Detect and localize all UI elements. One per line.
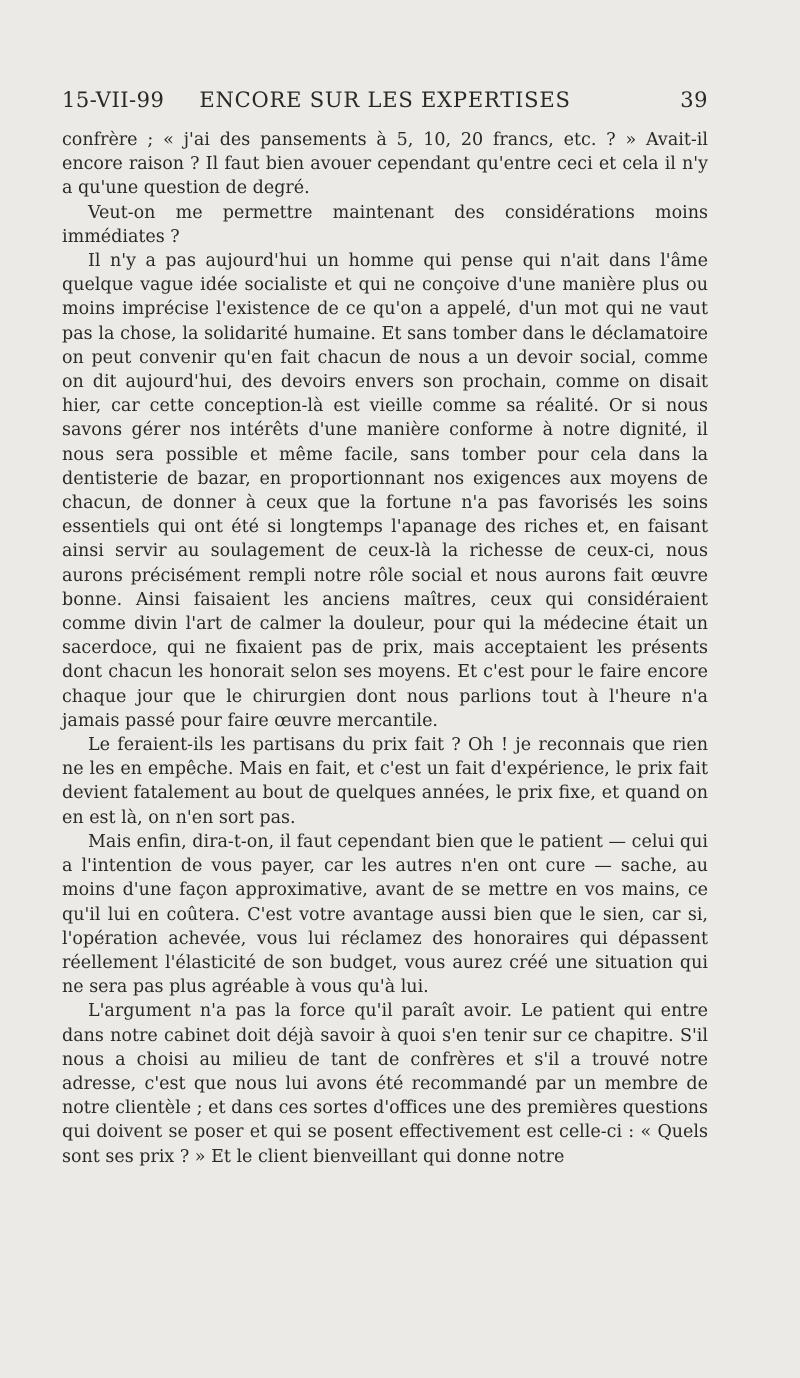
paragraph-5: Mais enfin, dira-t-on, il faut cependant bien que le patient — celui qui a l'intention de vous payer, car les autres n'en ont cure — sache, au moins d'une façon approximative, avant de se mettre en vos mains, ce qu'il lui en coûtera. C'est votre avantage aussi bien que le sien, car si, l'opération achevée, vous lui réclamez des honoraires qui dépassent réellement l'élasticité de son budget, vous aurez créé une situation qui ne sera pas plus agréable à vous qu'à lui. <box>62 831 708 998</box>
body-text <box>62 128 708 1169</box>
paragraph-3: Il n'y a pas aujourd'hui un homme qui pense qui n'ait dans l'âme quelque vague idée socialiste et qui ne conçoive d'une manière plus ou moins imprécise l'existence de ce qu'on a appelé, d'un mot qui ne vaut pas la chose, la solidarité humaine. Et sans tomber dans le déclamatoire on peut convenir qu'en fait chacun de nous a un devoir social, comme on dit aujourd'hui, des devoirs envers son prochain, comme on disait hier, car cette conception-là est vieille comme sa réalité. Or si nous savons gérer nos intérêts d'une manière conforme à notre dignité, il nous sera possible et même facile, sans tomber pour cela dans la dentisterie de bazar, en proportionnant nos exigences aux moyens de chacun, de donner à ceux que la fortune n'a pas favorisés les soins essentiels qui ont été si longtemps l'apanage des riches et, en faisant ainsi servir au soulagement de ceux-là la richesse de ceux-ci, nous aurons précisément rempli notre rôle social et nous aurons fait œuvre bonne. Ainsi faisaient les anciens maîtres, ceux qui considéraient comme divin l'art de calmer la douleur, pour qui la médecine était un sacerdoce, qui ne fixaient pas de prix, mais acceptaient les présents dont chacun les honorait selon ses moyens. Et c'est pour le faire encore chaque jour que le chirurgien dont nous parlions tout à l'heure n'a jamais passé pour faire œuvre mercantile. <box>62 251 708 731</box>
paragraph-4: Le feraient-ils les partisans du prix fait ? Oh ! je reconnais que rien ne les en empêche. Mais en fait, et c'est un fait d'expérience, le prix fait devient fatalement au bout de quelques années, le prix fixe, et quand on en est là, on n'en sort pas. <box>62 735 708 828</box>
page-number: 39 <box>680 88 708 112</box>
running-title: ENCORE SUR LES EXPERTISES <box>199 88 571 112</box>
paragraph-1: confrère ; « j'ai des pansements à 5, 10, 20 francs, etc. ? » Avait-il encore raison ? Il faut bien avouer cependant qu'entre ceci et cela il n'y a qu'une question de degré. <box>62 130 708 199</box>
paragraph-2: Veut-on me permettre maintenant des considérations moins immédiates ? <box>62 202 708 247</box>
header-date: 15-VII-99 <box>62 88 165 112</box>
running-header <box>62 88 708 122</box>
paragraph-6: L'argument n'a pas la force qu'il paraît avoir. Le patient qui entre dans notre cabinet doit déjà savoir à quoi s'en tenir sur ce chapitre. S'il nous a choisi au milieu de tant de confrères et s'il a trouvé notre adresse, c'est que nous lui avons été recommandé par un membre de notre clientèle ; et dans ces sortes d'offices une des premières questions qui doivent se poser et qui se posent effectivement est celle-ci : « Quels sont ses prix ? » Et le client bienveillant qui donne notre <box>62 1001 708 1167</box>
